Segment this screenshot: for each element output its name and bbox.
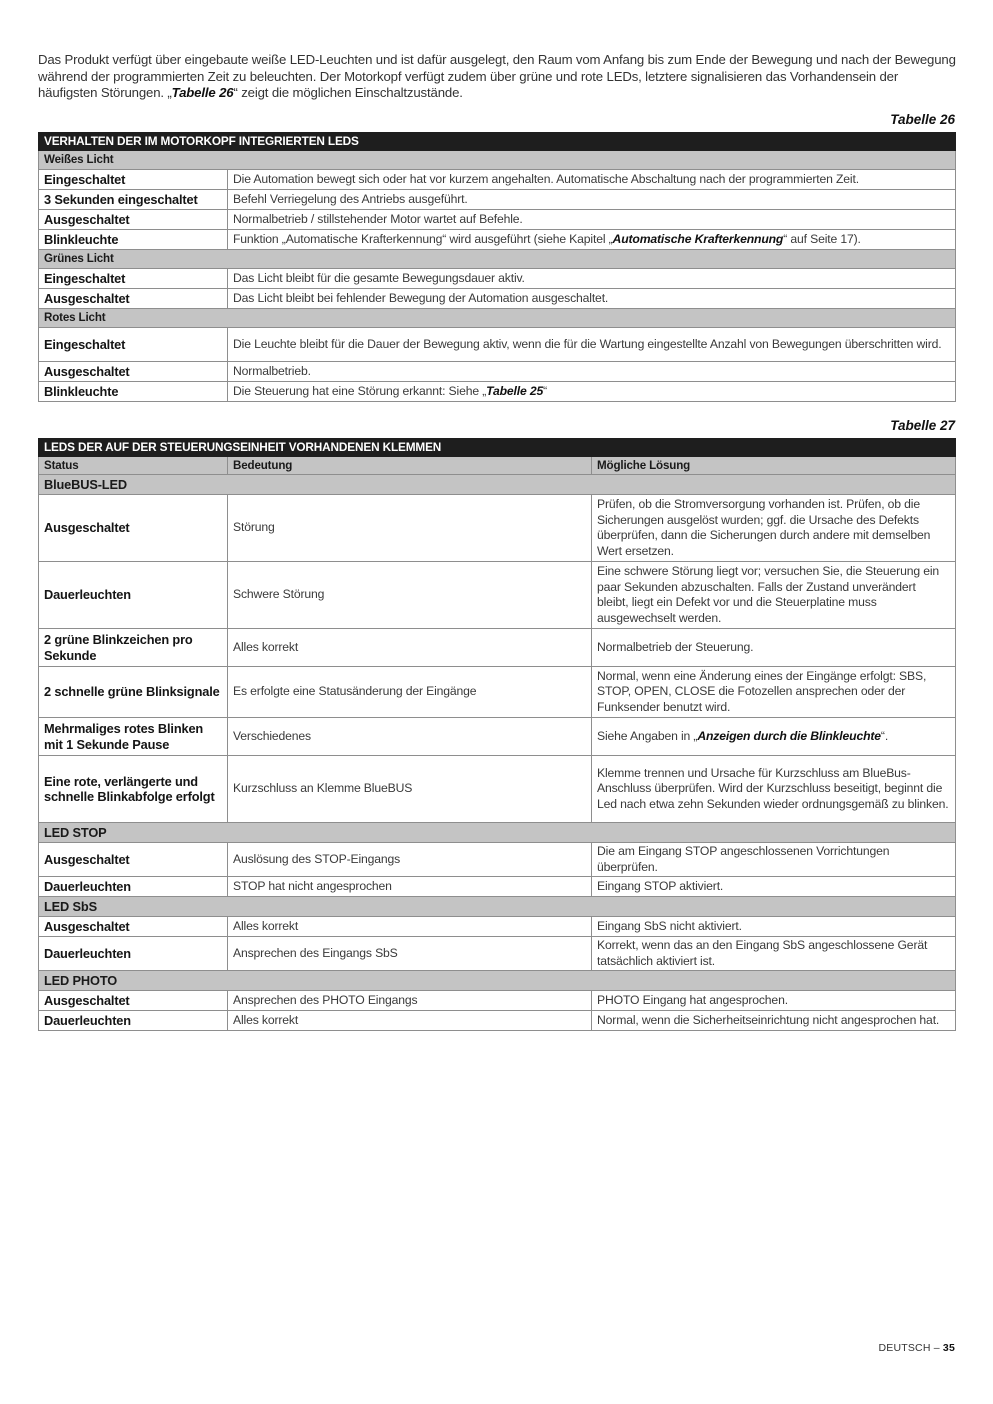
table27-caption: Tabelle 27 bbox=[890, 418, 955, 433]
led-state: Ausgeschaltet bbox=[39, 210, 228, 230]
intro-table-reference: Tabelle 26 bbox=[171, 85, 234, 100]
table-row bbox=[39, 269, 956, 289]
column-header-meaning: Bedeutung bbox=[228, 457, 592, 475]
footer-language: DEUTSCH – bbox=[878, 1342, 943, 1354]
table26-title: VERHALTEN DER IM MOTORKOPF INTEGRIERTEN LEDS bbox=[39, 133, 956, 151]
led-description bbox=[228, 382, 956, 402]
led-state: Ausgeschaltet bbox=[39, 289, 228, 309]
section-label: Rotes Licht bbox=[39, 309, 956, 328]
led-state: Blinkleuchte bbox=[39, 230, 228, 250]
section-label: Weißes Licht bbox=[39, 151, 956, 170]
table-row bbox=[39, 495, 956, 562]
led-solution: Eine schwere Störung liegt vor; versuchen Sie, die Steuerung ein paar Sekunden abzuschalten. Falls der Zustand unverändert bleibt, liegt ein Defekt vor und die Steuerplatine muss ausgewechselt werden. bbox=[592, 562, 956, 629]
led-solution: Normal, wenn eine Änderung eines der Eingänge erfolgt: SBS, STOP, OPEN, CLOSE die Fotozellen ansprechen oder der Funksender benutzt wird. bbox=[592, 667, 956, 718]
section-label: LED PHOTO bbox=[39, 971, 956, 991]
led-description: Das Licht bleibt bei fehlender Bewegung der Automation ausgeschaltet. bbox=[228, 289, 956, 309]
led-meaning: Alles korrekt bbox=[228, 629, 592, 667]
table-row bbox=[39, 667, 956, 718]
led-status: 2 schnelle grüne Blinksignale bbox=[39, 667, 228, 718]
led-meaning: Ansprechen des PHOTO Eingangs bbox=[228, 991, 592, 1011]
led-status: Dauerleuchten bbox=[39, 877, 228, 897]
table-row bbox=[39, 562, 956, 629]
description-text: Die Steuerung hat eine Störung erkannt: Siehe „ bbox=[233, 383, 487, 398]
section-label: LED SbS bbox=[39, 897, 956, 917]
page-footer bbox=[878, 1342, 955, 1354]
section-label: LED STOP bbox=[39, 823, 956, 843]
chapter-reference-link[interactable]: Anzeigen durch die Blinkleuchte bbox=[697, 728, 881, 743]
led-meaning: Auslösung des STOP-Eingangs bbox=[228, 843, 592, 877]
intro-paragraph bbox=[38, 52, 958, 102]
led-description: Normalbetrieb / stillstehender Motor wartet auf Befehle. bbox=[228, 210, 956, 230]
led-status: Mehrmaliges rotes Blinken mit 1 Sekunde Pause bbox=[39, 718, 228, 756]
table-row bbox=[39, 937, 956, 971]
led-solution: Eingang SbS nicht aktiviert. bbox=[592, 917, 956, 937]
table-row bbox=[39, 991, 956, 1011]
table-row bbox=[39, 210, 956, 230]
led-state: 3 Sekunden eingeschaltet bbox=[39, 190, 228, 210]
led-meaning: Kurzschluss an Klemme BlueBUS bbox=[228, 756, 592, 823]
table-row bbox=[39, 1011, 956, 1031]
led-solution: Prüfen, ob die Stromversorgung vorhanden ist. Prüfen, ob die Sicherungen ausgelöst wurden; ggf. die Ursache des Defekts überprüfen, dann die Sicherungen durch andere mit demselben Wert ersetzen. bbox=[592, 495, 956, 562]
table26 bbox=[38, 132, 956, 402]
led-description: Die Leuchte bleibt für die Dauer der Bewegung aktiv, wenn die für die Wartung eingestellte Anzahl von Bewegungen überschritten wird. bbox=[228, 328, 956, 362]
led-state: Eingeschaltet bbox=[39, 170, 228, 190]
led-status: Ausgeschaltet bbox=[39, 917, 228, 937]
page-number: 35 bbox=[942, 1342, 955, 1354]
table-header-row bbox=[39, 457, 956, 475]
description-text: Funktion „Automatische Krafterkennung“ wird ausgeführt (siehe Kapitel „ bbox=[233, 231, 613, 246]
table-row bbox=[39, 917, 956, 937]
table-row bbox=[39, 328, 956, 362]
table26-caption: Tabelle 26 bbox=[890, 112, 955, 127]
led-description bbox=[228, 230, 956, 250]
led-meaning: Es erfolgte eine Statusänderung der Eingänge bbox=[228, 667, 592, 718]
led-description: Normalbetrieb. bbox=[228, 362, 956, 382]
intro-text-end: “ zeigt die möglichen Einschaltzustände. bbox=[233, 85, 463, 100]
led-solution: Klemme trennen und Ursache für Kurzschluss am BlueBus-Anschluss überprüfen. Wird der Kurzschluss beseitigt, beginnt die Led nach etwa zehn Sekunden wieder ordnungsgemäß zu blinken. bbox=[592, 756, 956, 823]
led-meaning: STOP hat nicht angesprochen bbox=[228, 877, 592, 897]
led-solution: Normalbetrieb der Steuerung. bbox=[592, 629, 956, 667]
led-status: Ausgeschaltet bbox=[39, 991, 228, 1011]
section-label: BlueBUS-LED bbox=[39, 475, 956, 495]
table27-title: LEDS DER AUF DER STEUERUNGSEINHEIT VORHANDENEN KLEMMEN bbox=[39, 439, 956, 457]
table-row bbox=[39, 230, 956, 250]
led-status: Eine rote, verlängerte und schnelle Blinkabfolge erfolgt bbox=[39, 756, 228, 823]
led-status: Dauerleuchten bbox=[39, 562, 228, 629]
led-state: Eingeschaltet bbox=[39, 269, 228, 289]
intro-text: Das Produkt verfügt über eingebaute weiße LED-Leuchten und ist dafür ausgelegt, den Raum vom Anfang bis zum Ende der Bewegung und nach der Bewegung während der programmierten Zeit zu beleuchten. Der Motorkopf verfügt zudem über grüne und rote LEDs, letztere signalisieren das Vorhandensein der häufigsten Störungen. „ bbox=[38, 52, 956, 100]
table-row bbox=[39, 190, 956, 210]
table-row bbox=[39, 718, 956, 756]
led-status: Ausgeschaltet bbox=[39, 843, 228, 877]
chapter-reference-link[interactable]: Automatische Krafterkennung bbox=[612, 231, 784, 246]
led-status: Dauerleuchten bbox=[39, 937, 228, 971]
table-row bbox=[39, 843, 956, 877]
led-meaning: Ansprechen des Eingangs SbS bbox=[228, 937, 592, 971]
description-text: “ auf Seite 17). bbox=[783, 231, 861, 246]
led-status: Ausgeschaltet bbox=[39, 495, 228, 562]
table-row bbox=[39, 382, 956, 402]
led-meaning: Verschiedenes bbox=[228, 718, 592, 756]
led-solution: Korrekt, wenn das an den Eingang SbS angeschlossene Gerät tatsächlich aktiviert ist. bbox=[592, 937, 956, 971]
table-row bbox=[39, 629, 956, 667]
led-meaning: Störung bbox=[228, 495, 592, 562]
led-solution bbox=[592, 718, 956, 756]
table-row bbox=[39, 289, 956, 309]
led-description: Das Licht bleibt für die gesamte Bewegungsdauer aktiv. bbox=[228, 269, 956, 289]
table-row bbox=[39, 362, 956, 382]
led-status: Dauerleuchten bbox=[39, 1011, 228, 1031]
solution-text: Siehe Angaben in „ bbox=[597, 728, 698, 743]
led-solution: Normal, wenn die Sicherheitseinrichtung nicht angesprochen hat. bbox=[592, 1011, 956, 1031]
table-row bbox=[39, 756, 956, 823]
column-header-solution: Mögliche Lösung bbox=[592, 457, 956, 475]
table-reference-link[interactable]: Tabelle 25 bbox=[486, 383, 544, 398]
led-meaning: Alles korrekt bbox=[228, 1011, 592, 1031]
section-label: Grünes Licht bbox=[39, 250, 956, 269]
led-state: Eingeschaltet bbox=[39, 328, 228, 362]
table-row bbox=[39, 877, 956, 897]
led-meaning: Alles korrekt bbox=[228, 917, 592, 937]
led-meaning: Schwere Störung bbox=[228, 562, 592, 629]
column-header-status: Status bbox=[39, 457, 228, 475]
led-state: Blinkleuchte bbox=[39, 382, 228, 402]
led-description: Befehl Verriegelung des Antriebs ausgeführt. bbox=[228, 190, 956, 210]
led-state: Ausgeschaltet bbox=[39, 362, 228, 382]
table27 bbox=[38, 438, 956, 1031]
description-text: “ bbox=[543, 383, 548, 398]
table-row bbox=[39, 170, 956, 190]
led-description: Die Automation bewegt sich oder hat vor kurzem angehalten. Automatische Abschaltung nach der programmierten Zeit. bbox=[228, 170, 956, 190]
led-solution: Eingang STOP aktiviert. bbox=[592, 877, 956, 897]
solution-text: “. bbox=[880, 728, 889, 743]
led-status: 2 grüne Blinkzeichen pro Sekunde bbox=[39, 629, 228, 667]
led-solution: Die am Eingang STOP angeschlossenen Vorrichtungen überprüfen. bbox=[592, 843, 956, 877]
led-solution: PHOTO Eingang hat angesprochen. bbox=[592, 991, 956, 1011]
